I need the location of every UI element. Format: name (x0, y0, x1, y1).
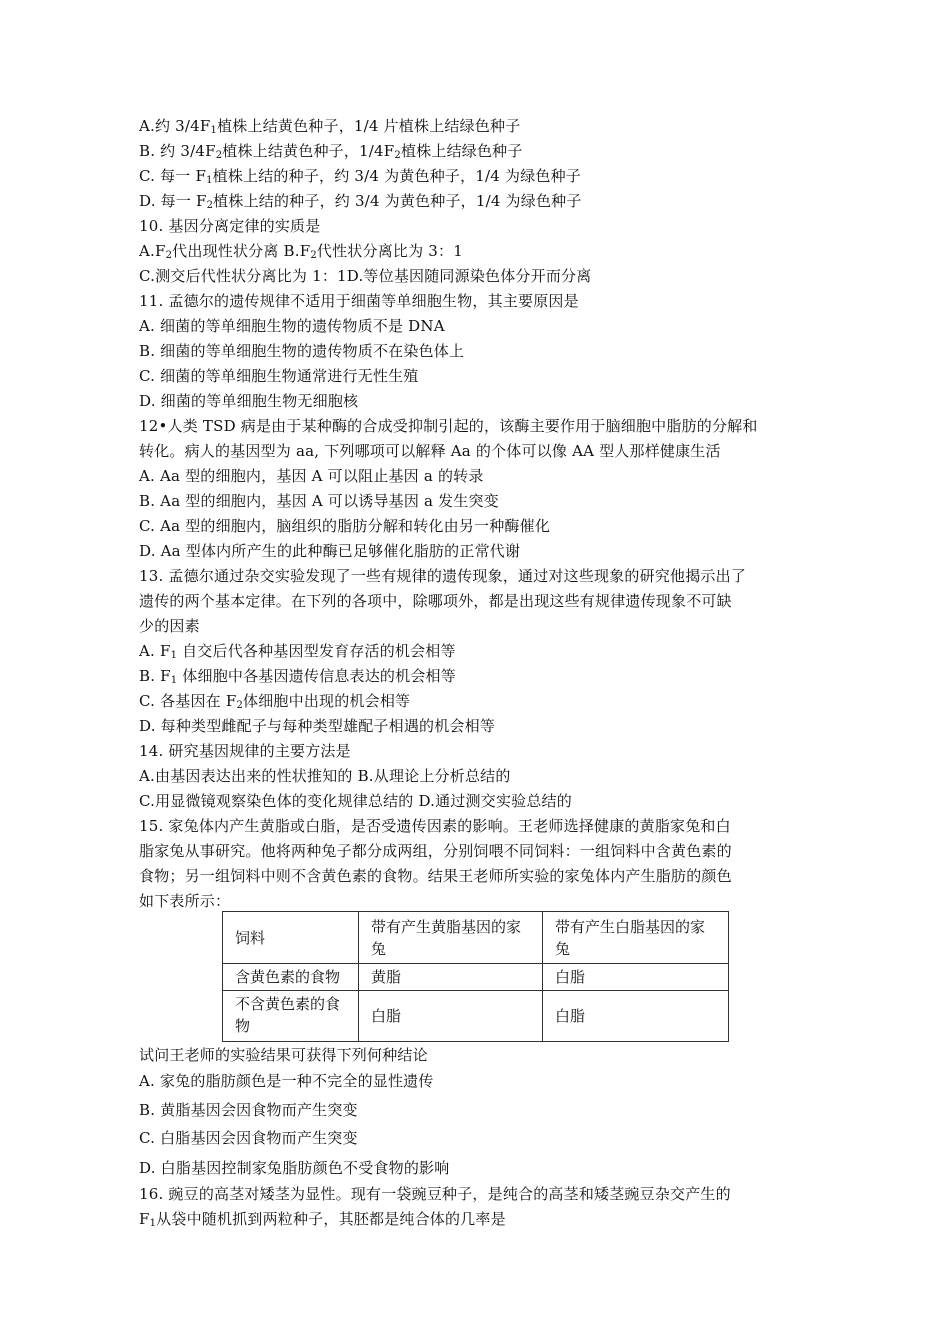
q9-option-d: D. 每一 $F_2$植株上结的种子，约 3/4 为黄色种子，1/4 为绿色种子 (139, 192, 582, 211)
q11-stem: 11. 孟德尔的遗传规律不适用于细菌等单细胞生物，其主要原因是 (139, 292, 579, 310)
q12-option-d: D. Aa 型体内所产生的此种酶已足够催化脂肪的正常代谢 (139, 542, 521, 560)
feed-label-with-pigment: 含黄色素的食物 (235, 968, 341, 986)
table-header-feed: 饲料 (223, 912, 359, 964)
table-cell-white-gene: 白脂 (543, 991, 729, 1042)
q14-stem: 14. 研究基因规律的主要方法是 (139, 742, 351, 760)
q15-option-b: B. 黄脂基因会因食物而产生突变 (139, 1101, 358, 1119)
q15-option-a: A. 家兔的脂肪颜色是一种不完全的显性遗传 (139, 1072, 434, 1090)
table-row (223, 964, 729, 991)
q15-stem-line-1: 15. 家兔体内产生黄脂或白脂，是否受遗传因素的影响。王老师选择健康的黄脂家兔和白 (139, 817, 731, 835)
q11-option-d: D. 细菌的等单细胞生物无细胞核 (139, 392, 359, 410)
table-cell-yellow-gene: 白脂 (359, 991, 543, 1042)
q15-stem-line-4: 如下表所示： (139, 892, 231, 910)
q15-stem-line-2: 脂家兔从事研究。他将两种兔子都分成两组，分别饲喂不同饲料：一组饲料中含黄色素的 (139, 842, 732, 860)
table-header-yellow-gene: 带有产生黄脂基因的家兔 (359, 912, 543, 964)
q16-stem-line-2: $F_1$从袋中随机抓到两粒种子，其胚都是纯合体的几率是 (139, 1210, 506, 1229)
q10-options-cd: C.测交后代性状分离比为 1：1D.等位基因随同源染色体分开而分离 (139, 267, 592, 285)
table-cell-feed (223, 991, 359, 1042)
q12-stem-line-1: 12•人类 TSD 病是由于某种酶的合成受抑制引起的，该酶主要作用于脑细胞中脂肪的分解和 (139, 417, 758, 435)
q15-stem-line-3: 食物；另一组饲料中则不含黄色素的食物。结果王老师所实验的家兔体内产生脂肪的颜色 (139, 867, 732, 885)
q11-option-b: B. 细菌的等单细胞生物的遗传物质不在染色体上 (139, 342, 465, 360)
q12-option-c: C. Aa 型的细胞内，脑组织的脂肪分解和转化由另一种酶催化 (139, 517, 551, 535)
q10-options-ab: $A.F_2$代出现性状分离 $B.F_2$代性状分离比为 3：1 (139, 242, 463, 261)
q11-option-a: A. 细菌的等单细胞生物的遗传物质不是 DNA (139, 317, 445, 335)
q15-option-d: D. 白脂基因控制家兔脂肪颜色不受食物的影响 (139, 1159, 450, 1177)
q16-stem-line-1: 16. 豌豆的高茎对矮茎为显性。现有一袋豌豆种子，是纯合的高茎和矮茎豌豆杂交产生的 (139, 1185, 731, 1203)
feed-label-without-pigment: 不含黄色素的食物 (235, 995, 341, 1035)
table-cell-yellow-gene: 黄脂 (359, 964, 543, 991)
q13-option-d: D. 每种类型雌配子与每种类型雄配子相遇的机会相等 (139, 717, 496, 735)
q12-stem-line-2: 转化。病人的基因型为 aa, 下列哪项可以解释 Aa 的个体可以像 AA 型人那样健康生活 (139, 442, 721, 460)
q10-stem: 10. 基因分离定律的实质是 (139, 217, 321, 235)
q13-option-c: C. 各基因在 $F_2$体细胞中出现的机会相等 (139, 692, 411, 711)
q15-question: 试问王老师的实验结果可获得下列何种结论 (139, 1046, 428, 1064)
q9-option-a: A.约 $3/4F_1$植株上结黄色种子，1/4 片植株上结绿色种子 (139, 117, 521, 136)
q15-option-c: C. 白脂基因会因食物而产生突变 (139, 1129, 358, 1147)
q13-stem-line-3: 少的因素 (139, 617, 200, 635)
feed-result-table (222, 911, 729, 1042)
q14-options-ab: A.由基因表达出来的性状推知的 B.从理论上分析总结的 (139, 767, 511, 785)
table-cell-feed (223, 964, 359, 991)
q13-stem-line-1: 13. 孟德尔通过杂交实验发现了一些有规律的遗传现象，通过对这些现象的研究他揭示出了 (139, 567, 747, 585)
q13-stem-line-2: 遗传的两个基本定律。在下列的各项中，除哪项外，都是出现这些有规律遗传现象不可缺 (139, 592, 732, 610)
q14-options-cd: C.用显微镜观察染色体的变化规律总结的 D.通过测交实验总结的 (139, 792, 572, 810)
q11-option-c: C. 细菌的等单细胞生物通常进行无性生殖 (139, 367, 419, 385)
q9-option-c: C. 每一 $F_1$植株上结的种子，约 3/4 为黄色种子，1/4 为绿色种子 (139, 167, 582, 186)
table-row (223, 991, 729, 1042)
q12-option-b: B. Aa 型的细胞内，基因 A 可以诱导基因 a 发生突变 (139, 492, 499, 510)
table-cell-white-gene: 白脂 (543, 964, 729, 991)
q13-option-b: B. $F_1$ 体细胞中各基因遗传信息表达的机会相等 (139, 667, 456, 686)
q13-option-a: A. $F_1$ 自交后代各种基因型发育存活的机会相等 (139, 642, 456, 661)
table-header-row (223, 912, 729, 964)
q9-option-b: B. 约 $3/4F_2$植株上结黄色种子，$1/4F_2$植株上结绿色种子 (139, 142, 523, 161)
table-header-white-gene: 带有产生白脂基因的家兔 (543, 912, 729, 964)
q12-option-a: A. Aa 型的细胞内，基因 A 可以阻止基因 a 的转录 (139, 467, 484, 485)
